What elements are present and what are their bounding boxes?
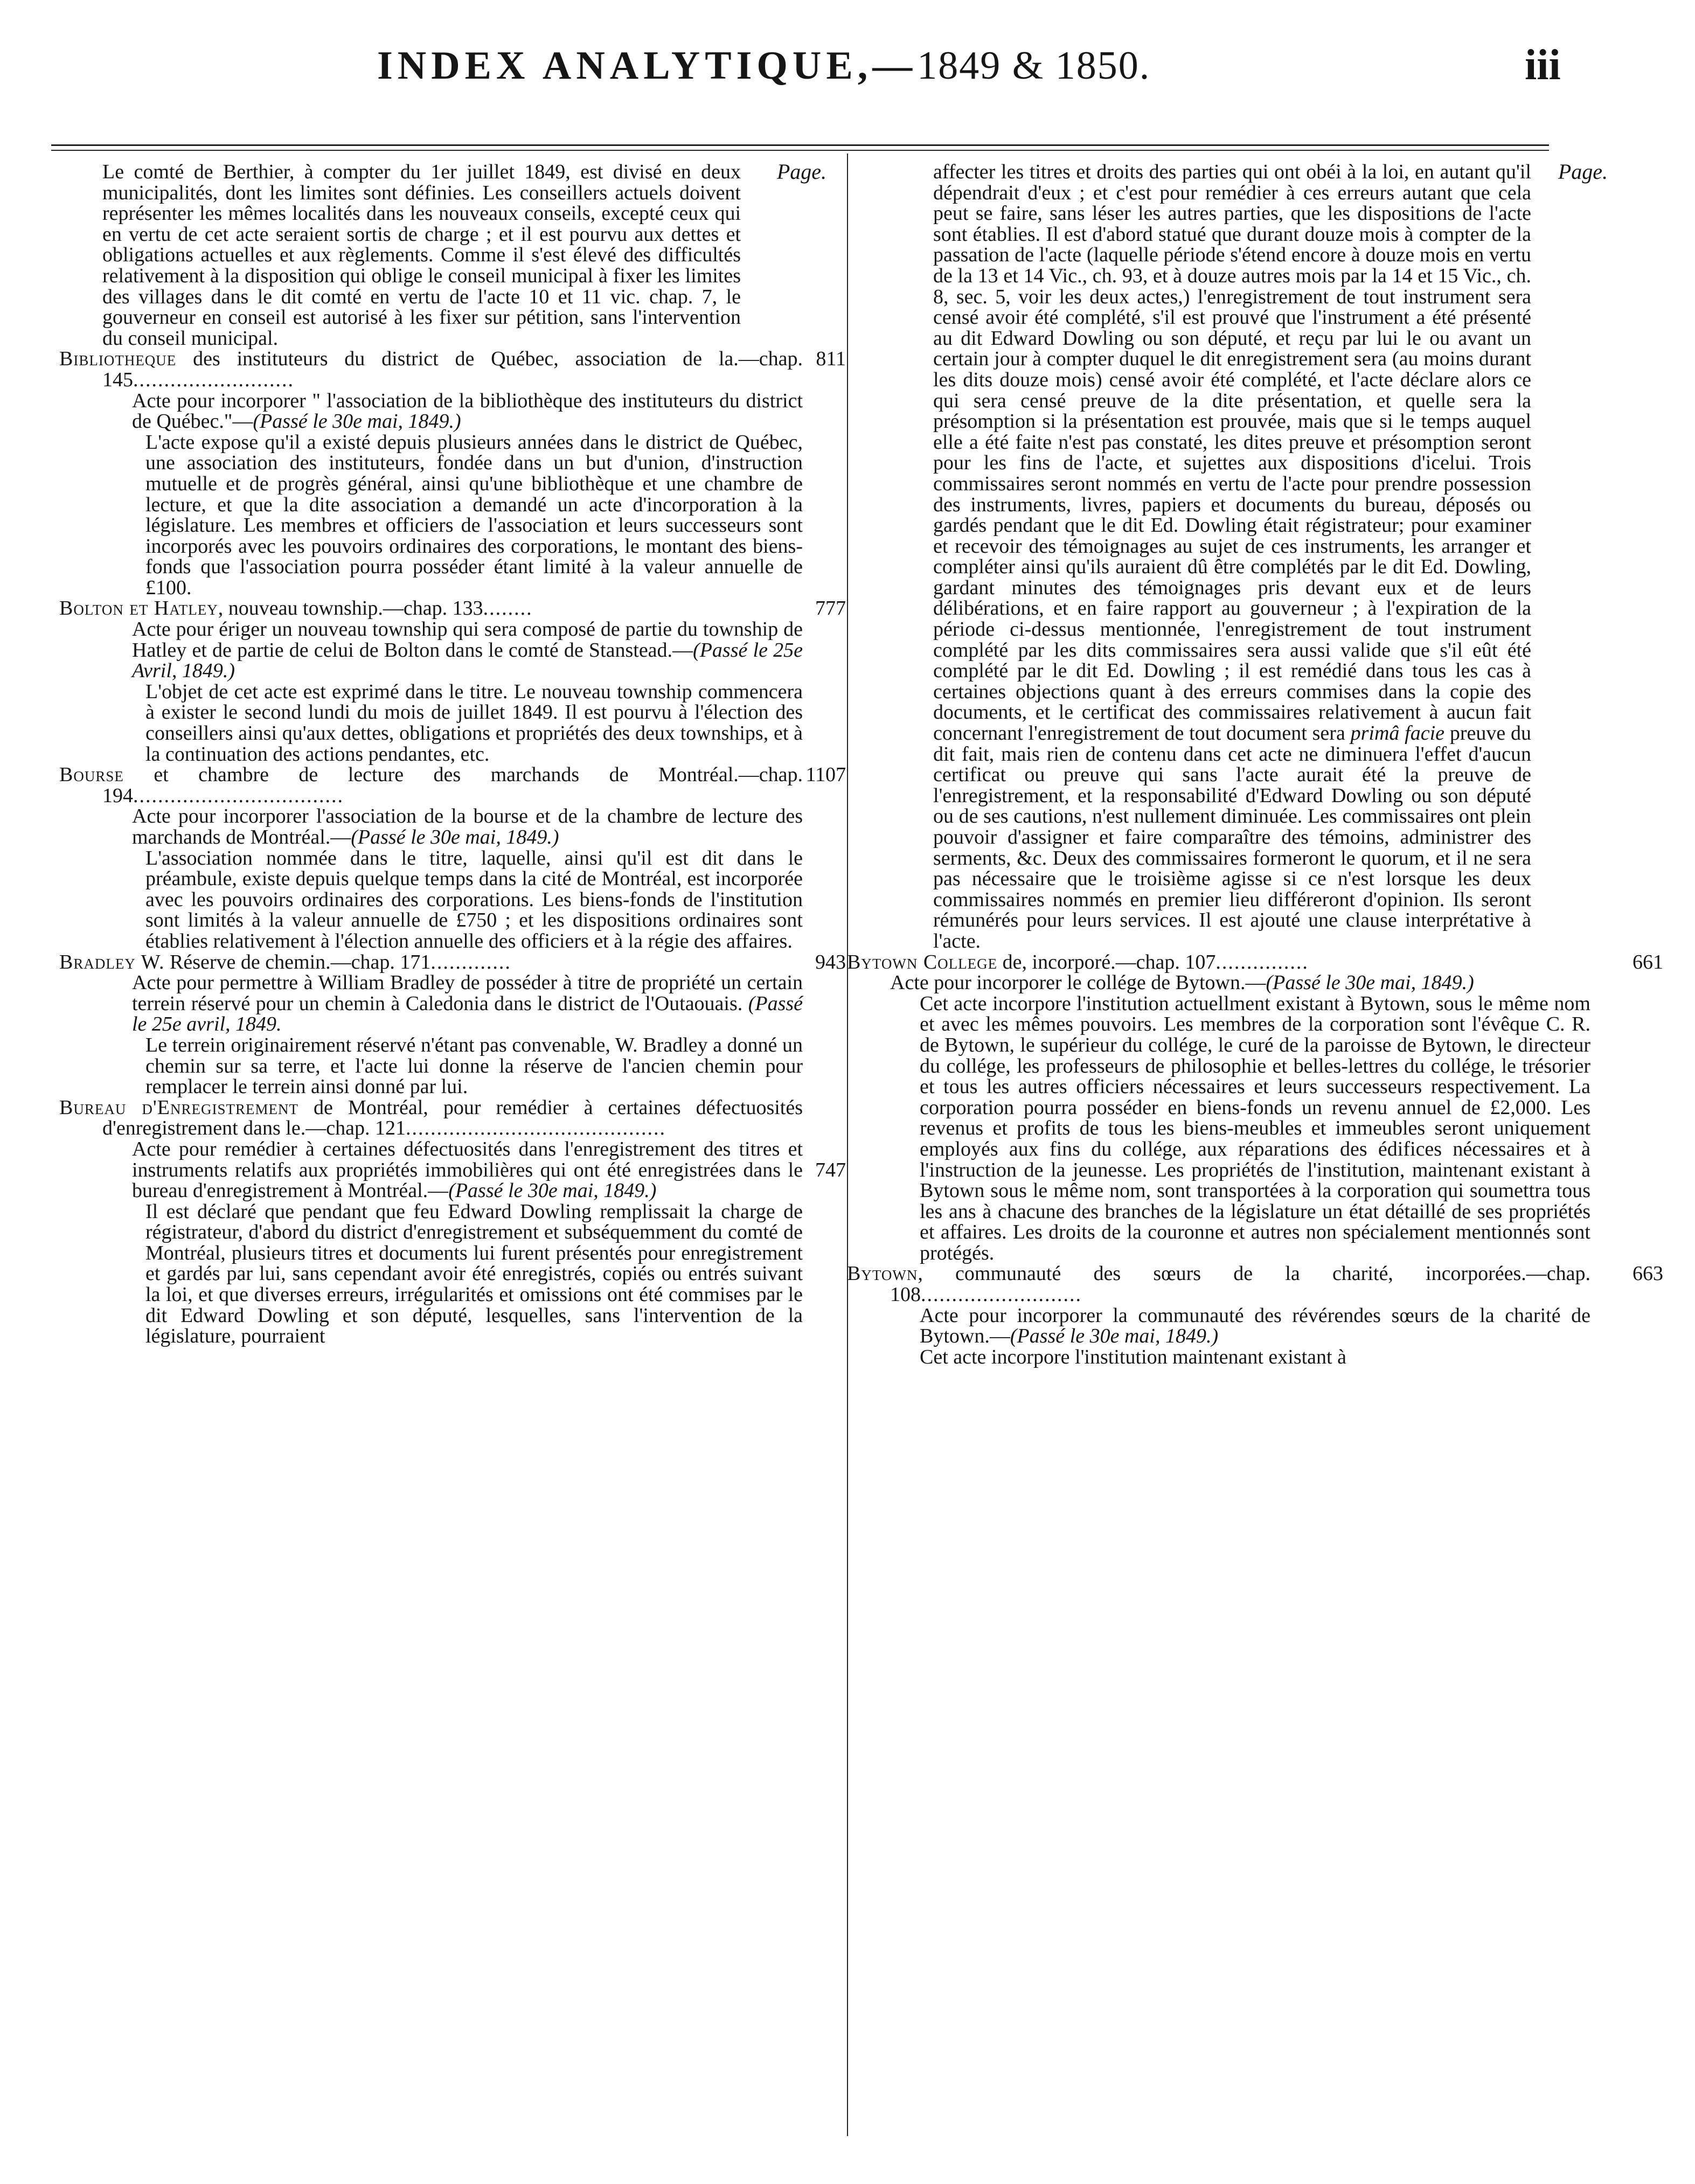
berthier-text: Le comté de Berthier, à compter du 1er juillet 1849, est divisé en deux municipalités, dont les limites sont définies. Les conseillers actuels doivent représenter les mêmes localités dans les nouveaux conseils, excepté ceux qui en vertu de cet acte seraient sortis de charge ; et il est pourvu aux dettes et obligations actuelles et aux règlements. Comme il s'est élevé des difficultés relativement à la disposition qui oblige le conseil municipal à fixer les limites des villages dans le dit comté en vertu de l'acte 10 et 11 vic. chap. 7, le gouverneur en conseil est autorisé à les fixer sur pétition, sans l'intervention du conseil municipal. <box>102 161 741 350</box>
bureau-continuation-text: affecter les titres et droits des parties qui ont obéi à la loi, en autant qu'il dépendrait d'eux ; et c'est pour remédier à ces erreurs autant que cela peut se faire, sans léser les autres parties, que les dispositions de l'acte sont établies. Il est d'abord statué que durant douze mois à compter de la passation de l'acte (laquelle période s'étend encore à douze mois en vertu de la 13 et 14 Vic., ch. 93, et à douze autres mois par la 14 et 15 Vic., ch. 8, sec. 5, voir les deux actes,) l'enregistrement de tout instrument sera censé avoir été complété, s'il est prouvé que l'instrument a été présenté au dit Edward Dowling ou son député, et reçu par lui le ou avant un certain jour à compter duquel le dit enregistrement sera (au moins durant les dits douze mois) censé avoir été complété, et l'acte déclare alors ce qui sera censé preuve de la dite présentation, et quelle sera la présomption si la présentation est prouvée, mais que si le temps auquel elle a été faite n'est pas constaté, les dites preuve et présomption seront pour les fins de l'acte, et sujettes aux dispositions d'icelui. Trois commissaires seront nommés en vertu de l'acte pour prendre possession des instruments, livres, papiers et documents du bureau, déposés ou gardés pendant que le dit Ed. Dowling était régistrateur; pour examiner et recevoir des témoignages au sujet de ces instruments, les arranger et compléter ainsi qu'ils auraient dû être complétés par le dit Ed. Dowling, gardant minutes des témoignages pris devant eux et de leurs délibérations, et en faire rapport au gouverneur ; à l'expiration de la période ci-dessus mentionnée, l'enregistrement de tout instrument complété par les dits commissaires sera aussi valide que s'il eût été complété par le dit Ed. Dowling ; il est remédié dans tous les cas à certaines objections quant à des erreurs commises dans la copie des documents, et le certificat des commissaires relativement à aucun fait concernant l'enregistrement de tout document sera <box>933 161 1531 745</box>
index-entry-bureau <box>59 1096 846 1348</box>
entry-heading-text: , nouveau township.—chap. 133 <box>218 597 483 620</box>
index-entry-bibliotheque <box>59 347 846 599</box>
index-entry-bourse <box>59 763 846 952</box>
entry-heading <box>847 952 1590 973</box>
entry-keyword: Bytown <box>847 1262 918 1285</box>
entry-summary: Le terrein originairement réservé n'étant pas convenable, W. Bradley a donné un chemin sur sa terre, et l'acte lui donne la réserve de l'ancien chemin pour remplacer le terrein ainsi donné par lui. <box>145 1033 803 1098</box>
entry-passed: (Passé le 30e mai, 1849.) <box>1266 971 1474 994</box>
entry-act <box>847 1305 1590 1347</box>
entry-summary: L'objet de cet acte est exprimé dans le titre. Le nouveau township commencera à exister le second lundi du mois de juillet 1849. Il est pourvu à l'élection des conseillers ainsi qu'aux dettes, obligations et propriétés des deux townships, et à la continuation des actions pendantes, etc. <box>145 680 803 766</box>
entry-act <box>59 1139 803 1201</box>
leader-dots: .................................. <box>133 784 344 807</box>
entry-page-ref: 661 <box>1633 950 1663 973</box>
leader-dots: .......................................... <box>405 1117 666 1140</box>
header-rule <box>51 144 1549 151</box>
entry-passed: (Passé le 30e mai, 1849.) <box>351 826 559 848</box>
leader-dots: ............. <box>430 950 511 973</box>
entry-act <box>59 391 803 432</box>
entry-keyword: Bytown College <box>847 950 998 973</box>
entry-heading <box>847 1263 1590 1305</box>
running-title-text: INDEX ANALYTIQUE,— <box>377 44 918 88</box>
entry-heading <box>59 349 803 390</box>
leader-dots: ............... <box>1215 950 1309 973</box>
page-column-label-left: Page. <box>776 159 826 184</box>
entry-act-text: Acte pour incorporer le collége de Bytown.— <box>890 971 1266 994</box>
right-column <box>847 159 1663 1368</box>
entry-passed: (Passé le 25e Avril, 1849.) <box>132 638 803 683</box>
entry-heading <box>59 598 803 619</box>
entry-passed: (Passé le 30e mai, 1849.) <box>448 1179 657 1202</box>
bureau-continuation-text-2: preuve du dit fait, mais rien de contenu dans cet acte ne diminuera l'effet d'aucun certificat ou preuve qui sans l'acte aurait été la preuve de l'enregistrement, et la responsabilité d'Edward Dowling ou son député ou de ses cautions, n'est nullement diminuée. Les commissaires ont plein pouvoir d'assigner et faire comparaître des témoins, administrer des serments, &c. Deux des commissaires formeront le quorum, et il ne sera pas nécessaire que le troisième agisse si ce n'est lorsque les deux commissaires nommés en premier lieu différeront d'opinion. Ils seront rémunérés pour leurs services. Il est ajouté une clause interprétative à l'acte. <box>933 722 1532 952</box>
entry-page-ref: 943 <box>815 950 846 973</box>
index-entry-bradley <box>59 950 846 1098</box>
entry-heading-text: Réserve de chemin.—chap. 171 <box>170 950 431 973</box>
leader-dots: .......................... <box>133 368 294 391</box>
entry-page-ref: 747 <box>815 1158 846 1181</box>
entry-act <box>59 972 803 1035</box>
entry-page-ref: 663 <box>1633 1262 1663 1285</box>
index-entry-bytown-college <box>847 950 1663 1264</box>
entry-keyword: Bourse <box>59 763 124 787</box>
running-title-years: 1849 & 1850. <box>917 44 1151 88</box>
entry-act-text: Acte pour incorporer " l'association de la bibliothèque des instituteurs du district de Québec."— <box>132 389 803 433</box>
entry-heading-text: de Montréal, pour remédier à certaines défectuosités d'enregistrement dans le.—chap. 121 <box>102 1096 803 1140</box>
entry-act-text: Acte pour permettre à William Bradley de posséder à titre de propriété un certain terrein réservé pour un chemin à Caledonia dans le district de l'Outaouais. <box>132 971 803 1015</box>
entry-act-text: Acte pour incorporer la communauté des révérendes sœurs de la charité de Bytown.— <box>920 1304 1590 1348</box>
entry-page-ref: 777 <box>815 597 846 620</box>
prima-facie: primâ facie <box>1350 722 1445 745</box>
entry-act-text: Acte pour incorporer l'association de la bourse et de la chambre de lecture des marchands de Montréal.— <box>132 805 803 848</box>
entry-keyword: Bolton et Hatley <box>59 597 218 620</box>
entry-heading <box>59 764 803 806</box>
entry-heading-text: de, incorporé.—chap. 107 <box>1002 950 1216 973</box>
entry-act <box>59 619 803 681</box>
entry-summary: Il est déclaré que pendant que feu Edward Dowling remplissait la charge de régistrateur, d'abord du district d'enregistrement et subséquemment du comté de Montréal, plusieurs titres et documents lui furent présentés pour enregistrement et gardés par lui, sans cependant avoir été enregistrés, copiés ou entrés suivant la loi, et que diverses erreurs, irrégularités et omissions ont été commises par le dit Edward Dowling et son député, lesquelles, sans l'intervention de la législature, pourraient <box>145 1200 803 1348</box>
left-column <box>59 159 846 1348</box>
entry-heading <box>59 1097 803 1139</box>
entry-page-ref: 811 <box>816 347 846 371</box>
entry-act <box>59 806 803 847</box>
entry-heading <box>59 952 803 973</box>
entry-keyword: Bradley W. <box>59 950 165 973</box>
entry-act-text: Acte pour remédier à certaines défectuosités dans l'enregistrement des titres et instruments relatifs aux propriétés immobilières qui ont été enregistrées dans le bureau d'enregistrement à Montréal.— <box>132 1137 803 1202</box>
entry-heading-text: des instituteurs du district de Québec, association de la.—chap. 145 <box>102 347 803 391</box>
index-entry-bytown-soeurs <box>847 1262 1663 1368</box>
entry-heading-text: et chambre de lecture des marchands de Montréal.—chap. 194 <box>102 763 803 807</box>
entry-page-ref: 1107 <box>805 763 846 787</box>
entry-summary: L'association nommée dans le titre, laquelle, ainsi qu'il est dit dans le préambule, existe depuis quelque temps dans la cité de Montréal, est incorporée avec les pouvoirs ordinaires des corporations. Les biens-fonds de l'institution sont limités à la valeur annuelle de £750 ; et les dispositions ordinaires sont établies relativement à l'élection annuelle des officiers et à la régie des affaires. <box>145 846 803 952</box>
entry-act-text: Acte pour ériger un nouveau township qui sera composé de partie du township de Hatley et de partie de celui de Bolton dans le comté de Stanstead.— <box>132 618 803 662</box>
leader-dots: ........ <box>483 597 533 620</box>
entry-summary: Cet acte incorpore l'institution maintenant existant à <box>920 1345 1346 1368</box>
page-folio: iii <box>1525 41 1561 89</box>
entry-passed: (Passé le 30e mai, 1849.) <box>1010 1325 1219 1348</box>
entry-summary: L'acte expose qu'il a existé depuis plusieurs années dans le district de Québec, une association des instituteurs, fondée dans un but d'union, d'instruction mutuelle et de progrès général, ainsi qu'une bibliothèque et une chambre de lecture, et que la dite association a demandé un acte d'incorporation à la législature. Les membres et officiers de l'association et leurs successeurs sont incorporés avec les pouvoirs ordinaires des corporations, le montant des biens-fonds que l'association pourra posséder étant limité à la valeur annuelle de £100. <box>145 430 803 599</box>
entry-act <box>847 972 1590 993</box>
page-column-label-right: Page. <box>1558 159 1608 184</box>
entry-passed: (Passé le 25e avril, 1849. <box>132 992 803 1036</box>
entry-heading-text: , communauté des sœurs de la charité, incorporées.—chap. 108 <box>890 1262 1590 1306</box>
page-header <box>0 38 1695 113</box>
running-title <box>377 43 1150 89</box>
entry-passed: (Passé le 30e mai, 1849.) <box>253 410 461 433</box>
entry-keyword: Bibliotheque <box>59 347 177 371</box>
entry-summary: Cet acte incorpore l'institution actuellment existant à Bytown, sous le même nom et avec les mêmes pouvoirs. Les membres de la corporation sont l'évêque C. R. de Bytown, le supérieur du collége, le curé de la paroisse de Bytown, le directeur du collége, les professeurs de philosophie et belles-lettres du collége, le trésorier et tous les autres officiers nécessaires et leurs successeurs respectivement. La corporation pourra posséder en biens-fonds un revenu annuel de £2,000. Les revenus et profits de tous les biens-meubles et immeubles seront uniquement employés aux fins du collége, aux réparations des édifices nécessaires et à l'instruction de la jeunesse. Les propriétés de l'institution, maintenant existant à Bytown sous le même nom, sont transportées à la corporation qui soumettra tous les ans à chacune des branches de la législature un état détaillé de ses propriétés et affaires. Les droits de la couronne et autres non spécialement mentionnés sont protégés. <box>920 992 1590 1264</box>
entry-keyword: Bureau d'Enregistrement <box>59 1096 298 1119</box>
bureau-continuation <box>847 162 1601 952</box>
index-entry-bolton <box>59 597 846 766</box>
leader-dots: .......................... <box>921 1283 1082 1306</box>
